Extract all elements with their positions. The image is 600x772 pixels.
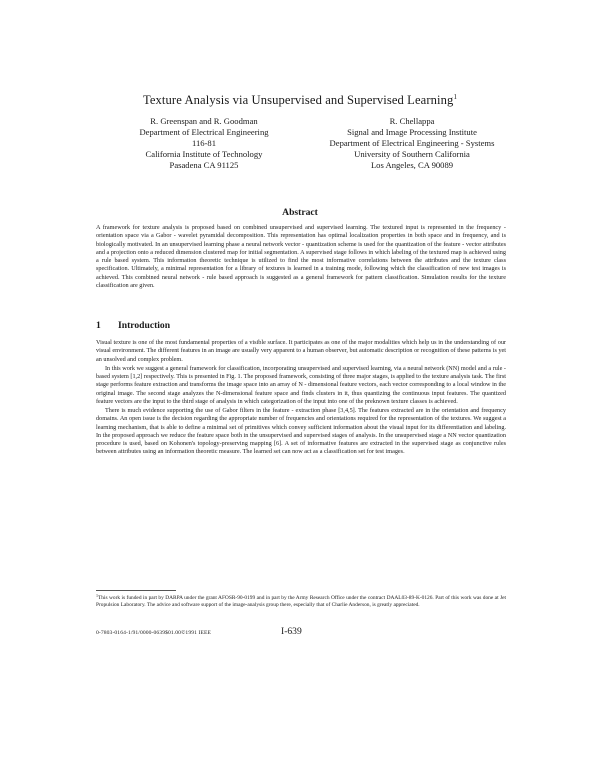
author-names: R. Greenspan and R. Goodman <box>150 116 258 126</box>
author-block-right <box>318 116 506 171</box>
author-block-left <box>126 116 282 171</box>
paper-title: Texture Analysis via Unsupervised and Supervised Learning$^1$ <box>142 93 458 107</box>
page-number: I-639 <box>281 626 302 637</box>
paragraph: In this work we suggest a general framework for classification, incorporating unsupervised and supervised learning, via a neural network (NN) model and a rule - based system [1,2] respectively. This is presented in Fig. 1. The proposed framework, consisting of three major stages, is applied to the texture analysis task. The first stage performs feature extraction and transforms the image space into an array of N - dimensional feature vectors, each vector corresponding to a local window in the original image. The second stage analyzes the N-dimensional feature space and finds clusters in it, thus quantizing the continuous input features. The quantized feature vectors are the input to the third stage of analysis in which categorization of the input into one of the preknown texture classes is achieved. <box>96 364 506 405</box>
introduction-body <box>96 339 506 458</box>
title-footnote-mark: 1 <box>453 93 458 101</box>
author-institution: California Institute of Technology <box>145 148 263 159</box>
author-institution: University of Southern California <box>354 148 470 159</box>
author-department: Department of Electrical Engineering <box>139 126 269 137</box>
author-division: Department of Electrical Engineering - Systems <box>329 137 495 148</box>
abstract-heading: Abstract <box>282 207 318 218</box>
footnote-text: This work is funded in part by DARPA under the grant AFOSR-90-0199 and in part by the Army Research Office under the contract DAAL03-89-K-0126. Part of this work was done at Jet Propulsion Laboratory. The advice and software support of the image-analysis group there, especially that of Charlie Anderson, is greatly appreciated. <box>96 595 506 608</box>
author-address: Pasadena CA 91125 <box>169 159 239 170</box>
publication-code: 0-7803-0164-1/91/0000-0639$01.00©1991 IEEE <box>96 630 212 636</box>
author-address: Los Angeles, CA 90089 <box>370 159 454 170</box>
section-heading <box>96 320 170 331</box>
abstract-text: A framework for texture analysis is proposed based on combined unsupervised and supervised learning. The textured input is represented in the frequency - orientation space via a Gabor - wavelet pyramidal decomposition. This representation has optimal localization properties in both space and in frequency, and is biologically motivated. In an unsupervised learning phase a neural network vector - quantization scheme is used for the quantization of the feature - vector attributes and a projection onto a reduced dimension clustered map for initial segmentation. A supervised stage follows in which labeling of the textured map is achieved using a rule based system. This information theoretic technique is utilized to find the most informative correlations between the attributes and the texture class specification. Ultimately, a minimal representation for a library of textures is learned in a training mode, following which the classification of new test images is achieved. This combined neural network - rule based approach is suggested as a general framework for pattern classification. Simulation results for the texture classification are given. <box>96 224 506 289</box>
paragraph: There is much evidence supporting the use of Gabor filters in the feature - extraction phase [3,4,5]. The features extracted are in the orientation and frequency domains. An open issue is the decision regarding the appropriate number of frequencies and orientations required for the representation of the textures. We suggest a learning mechanism, that is able to define a minimal set of primitives which convey sufficient information about the visual input for its differentiation and labeling. In the proposed approach we reduce the feature space both in the unsupervised and supervised stages of analysis. In the unsupervised stage a NN vector quantization procedure is used, based on Kohonen's topology-preserving mapping [6]. A set of informative features are extracted in the supervised stage as conjunctive rules between attributes using an information theoretic measure. The learned set can now act as a classification set for test images. <box>96 407 506 456</box>
footnote-divider <box>96 590 176 591</box>
footnote <box>96 592 506 609</box>
author-mail-code: 116-81 <box>191 137 217 148</box>
section-number: 1 <box>96 320 101 331</box>
author-names: R. Chellappa <box>389 116 435 126</box>
footnote-mark: 1 <box>96 593 98 598</box>
paragraph: Visual texture is one of the most fundamental properties of a visible surface. It participates as one of the major modalities which help us in the understanding of our visual environment. The different features in an image are usually very apparent to a human observer, but automatic description or recognition of these patterns is yet an unsolved and complex problem. <box>96 339 506 363</box>
author-department: Signal and Image Processing Institute <box>347 126 477 137</box>
section-title: Introduction <box>118 320 171 331</box>
